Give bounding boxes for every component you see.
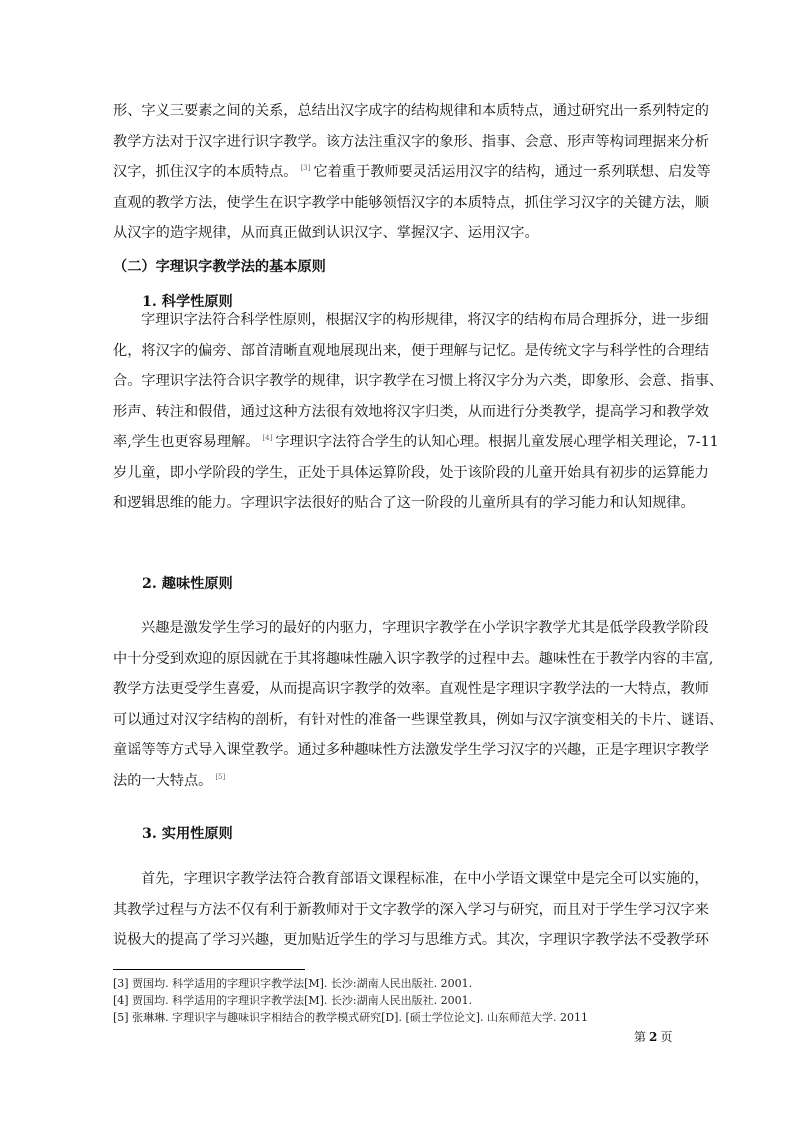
footnote-3: [3] 贾国均. 科学适用的字理识字教学法[M]. 长沙:湖南人民出版社. 2001.: [113, 977, 473, 990]
paragraph-scientific: [113, 305, 724, 519]
text-line: 首先，字理识字教学法符合教育部语文课程标准，在中小学语文课堂中是完全可以实施的，: [141, 871, 709, 887]
text-line: 字理识字法符合科学性原则，根据汉字的构形规律，将汉字的结构布局合理拆分，进一步细: [141, 312, 709, 328]
text-line: 和逻辑思维的能力。字理识字法很好的贴合了这一阶段的儿童所具有的学习能力和认知规律。: [113, 495, 695, 511]
text-line: 教学方法更受学生喜爱，从而提高识字教学的效率。直观性是字理识字教学法的一大特点，教师: [113, 681, 709, 697]
paragraph-intro-continued: [113, 96, 711, 249]
text-segment: 法的一大特点。: [113, 772, 213, 789]
subsection-heading-scientific: 1. 科学性原则: [142, 294, 233, 310]
citation-ref-5[interactable]: [5]: [215, 772, 226, 781]
page-number: [634, 1028, 672, 1045]
text-line: 化，将汉字的偏旁、部首清晰直观地展现出来，便于理解与记忆。是传统文字与科学性的合理结: [113, 342, 709, 359]
paragraph-practical: [113, 864, 709, 956]
page-number-suffix: 页: [660, 1030, 673, 1044]
text-line: 其教学过程与方法不仅有利于新教师对于文字教学的深入学习与研究，而且对于学生学习汉字来: [113, 901, 709, 918]
subsection-heading-practical: 3. 实用性原则: [142, 826, 233, 842]
text-line: 形、字义三要素之间的关系，总结出汉字成字的结构规律和本质特点，通过研究出一系列特定的: [113, 103, 709, 119]
text-line: 兴趣是激发学生学习的最好的内驱力，字理识字教学在小学识字教学尤其是低学段教学阶段: [141, 620, 709, 636]
text-line: 从汉字的造字规律，从而真正做到认识汉字、掌握汉字、运用汉字。: [113, 225, 539, 241]
text-line: 可以通过对汉字结构的剖析，有针对性的准备一些课堂教具，例如与汉字演变相关的卡片、谜语、: [113, 711, 724, 728]
text-line: 岁儿童，即小学阶段的学生，正处于具体运算阶段，处于该阶段的儿童开始具有初步的运算能力: [113, 464, 709, 481]
citation-ref-4[interactable]: [4]: [262, 434, 273, 442]
text-line: 形声、转注和假借，通过这种方法很有效地将汉字归类，从而进行分类教学，提高学习和教学效: [113, 403, 709, 420]
text-segment: 率,学生也更容易理解。: [113, 434, 260, 450]
text-line: [113, 157, 711, 188]
footnote-4: [4] 贾国均. 科学适用的字理识字教学法[M]. 长沙:湖南人民出版社. 2001.: [113, 994, 473, 1007]
citation-ref-3[interactable]: [3]: [300, 164, 311, 172]
text-line: [113, 766, 685, 797]
text-segment: 字理识字法符合学生的认知心理。根据儿童发展心理学相关理论，7-11: [275, 434, 719, 450]
subsection-heading-interest: 2. 趣味性原则: [142, 576, 233, 592]
text-line: [113, 427, 719, 458]
footnote-5: [5] 张琳琳. 字理识字与趣味识字相结合的教学模式研究[D]. [硕士学位论文]. 山东师范大学. 2011: [113, 1011, 589, 1024]
page-number-prefix: 第: [634, 1030, 647, 1044]
text-line: 合。字理识字法符合识字教学的规律，识字教学在习惯上将汉字分为六类，即象形、会意、指事、: [113, 373, 724, 389]
text-line: 中十分受到欢迎的原因就在于其将趣味性融入识字教学的过程中去。趣味性在于教学内容的丰富,: [113, 650, 714, 667]
text-line: 童谣等等方式导入课堂教学。通过多种趣味性方法激发学生学习汉字的兴趣，正是字理识字教学: [113, 742, 709, 758]
text-line: 直观的教学方法，使学生在识字教学中能够领悟汉字的本质特点，抓住学习汉字的关键方法，顺: [113, 194, 709, 211]
text-segment: 它着重于教师要灵活运用汉字的结构，通过一系列联想、启发等: [313, 164, 711, 180]
text-segment: 汉字，抓住汉字的本质特点。: [113, 164, 298, 180]
text-line: 教学方法对于汉字进行识字教学。该方法注重汉字的象形、指事、会意、形声等构词理据来分析: [113, 133, 709, 150]
footnote-divider: [113, 969, 305, 970]
footnotes: [113, 975, 588, 1026]
page-number-value: 2: [649, 1030, 658, 1044]
paragraph-interest: [113, 613, 724, 796]
text-line: 说极大的提高了学习兴趣，更加贴近学生的学习与思维方式。其次，字理识字教学法不受教学环: [113, 932, 709, 948]
section-heading: （二）字理识字教学法的基本原则: [113, 259, 326, 275]
